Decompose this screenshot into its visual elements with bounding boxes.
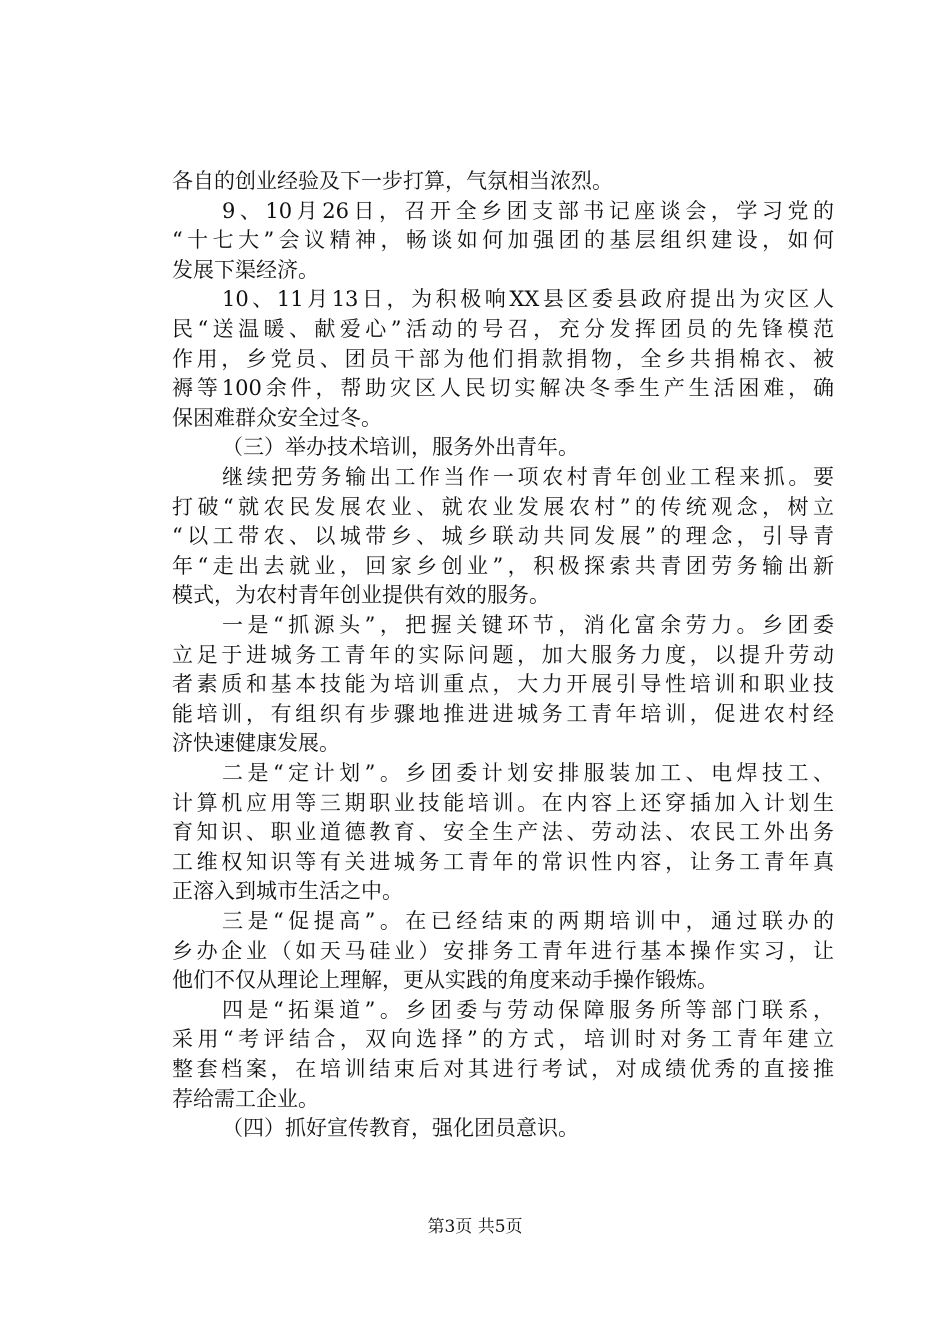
text-line: 保困难群众安全过冬。 — [172, 405, 382, 430]
text-line: 各自的创业经验及下一步打算，气氛相当浓烈。 — [172, 169, 613, 193]
text-line: 继续把劳务输出工作当作一项农村青年创业工程来抓。要 — [222, 465, 834, 489]
text-line: 荐给需工企业。 — [172, 1086, 319, 1111]
text-line: 整套档案，在培训结束后对其进行考试，对成绩优秀的直接推 — [172, 1057, 834, 1081]
text-line: 乡办企业（如天马硅业）安排务工青年进行基本操作实习，让 — [172, 938, 834, 963]
text-line: 者素质和基本技能为培训重点，大力开展引导性培训和职业技 — [172, 672, 834, 697]
text-line: “十七大”会议精神，畅谈如何加强团的基层组织建设，如何 — [172, 228, 834, 253]
text-line: 立足于进城务工青年的实际问题，加大服务力度，以提升劳动 — [172, 642, 834, 667]
text-line: 正溶入到城市生活之中。 — [172, 879, 403, 904]
text-line: 计算机应用等三期职业技能培训。在内容上还穿插加入计划生 — [172, 790, 834, 815]
text-line: 民“送温暖、献爱心”活动的号召，充分发挥团员的先锋模范 — [172, 317, 834, 341]
text-line: 育知识、职业道德教育、安全生产法、劳动法、农民工外出务 — [172, 820, 834, 845]
text-line: 他们不仅从理论上理解，更从实践的角度来动手操作锻炼。 — [172, 968, 718, 993]
text-line: 打破“就农民发展农业、就农业发展农村”的传统观念，树立 — [172, 494, 834, 519]
text-line: 一是“抓源头”，把握关键环节，消化富余劳力。乡团委 — [222, 613, 834, 637]
text-line: 济快速健康发展。 — [172, 731, 340, 756]
text-line: 三是“促提高”。在已经结束的两期培训中，通过联办的 — [222, 909, 834, 933]
page-footer: 第3页 共5页 — [427, 1217, 523, 1237]
text-line: 模式，为农村青年创业提供有效的服务。 — [172, 583, 550, 608]
text-line: 9、10月26日，召开全乡团支部书记座谈会，学习党的 — [222, 198, 834, 223]
text-line: 采用“考评结合，双向选择”的方式，培训时对务工青年建立 — [172, 1027, 834, 1052]
text-line: 二是“定计划”。乡团委计划安排服装加工、电焊技工、 — [222, 761, 834, 785]
text-line: 褥等100余件，帮助灾区人民切实解决冬季生产生活困难，确 — [172, 376, 834, 401]
text-line: 年“走出去就业，回家乡创业”，积极探索共青团劳务输出新 — [172, 553, 834, 578]
text-line: 发展下渠经济。 — [172, 257, 319, 282]
section-heading: （三）举办技术培训，服务外出青年。 — [222, 435, 579, 460]
text-line: 10、11月13日，为积极响XX县区委县政府提出为灾区人 — [222, 287, 834, 312]
section-heading: （四）抓好宣传教育，强化团员意识。 — [222, 1116, 579, 1141]
text-line: 作用，乡党员、团员干部为他们捐款捐物，全乡共捐棉衣、被 — [172, 346, 834, 371]
text-line: 工维权知识等有关进城务工青年的常识性内容，让务工青年真 — [172, 849, 834, 874]
text-line: 四是“拓渠道”。乡团委与劳动保障服务所等部门联系， — [222, 997, 834, 1022]
text-line: “以工带农、以城带乡、城乡联动共同发展”的理念，引导青 — [172, 524, 834, 549]
text-line: 能培训，有组织有步骤地推进进城务工青年培训，促进农村经 — [172, 701, 834, 726]
